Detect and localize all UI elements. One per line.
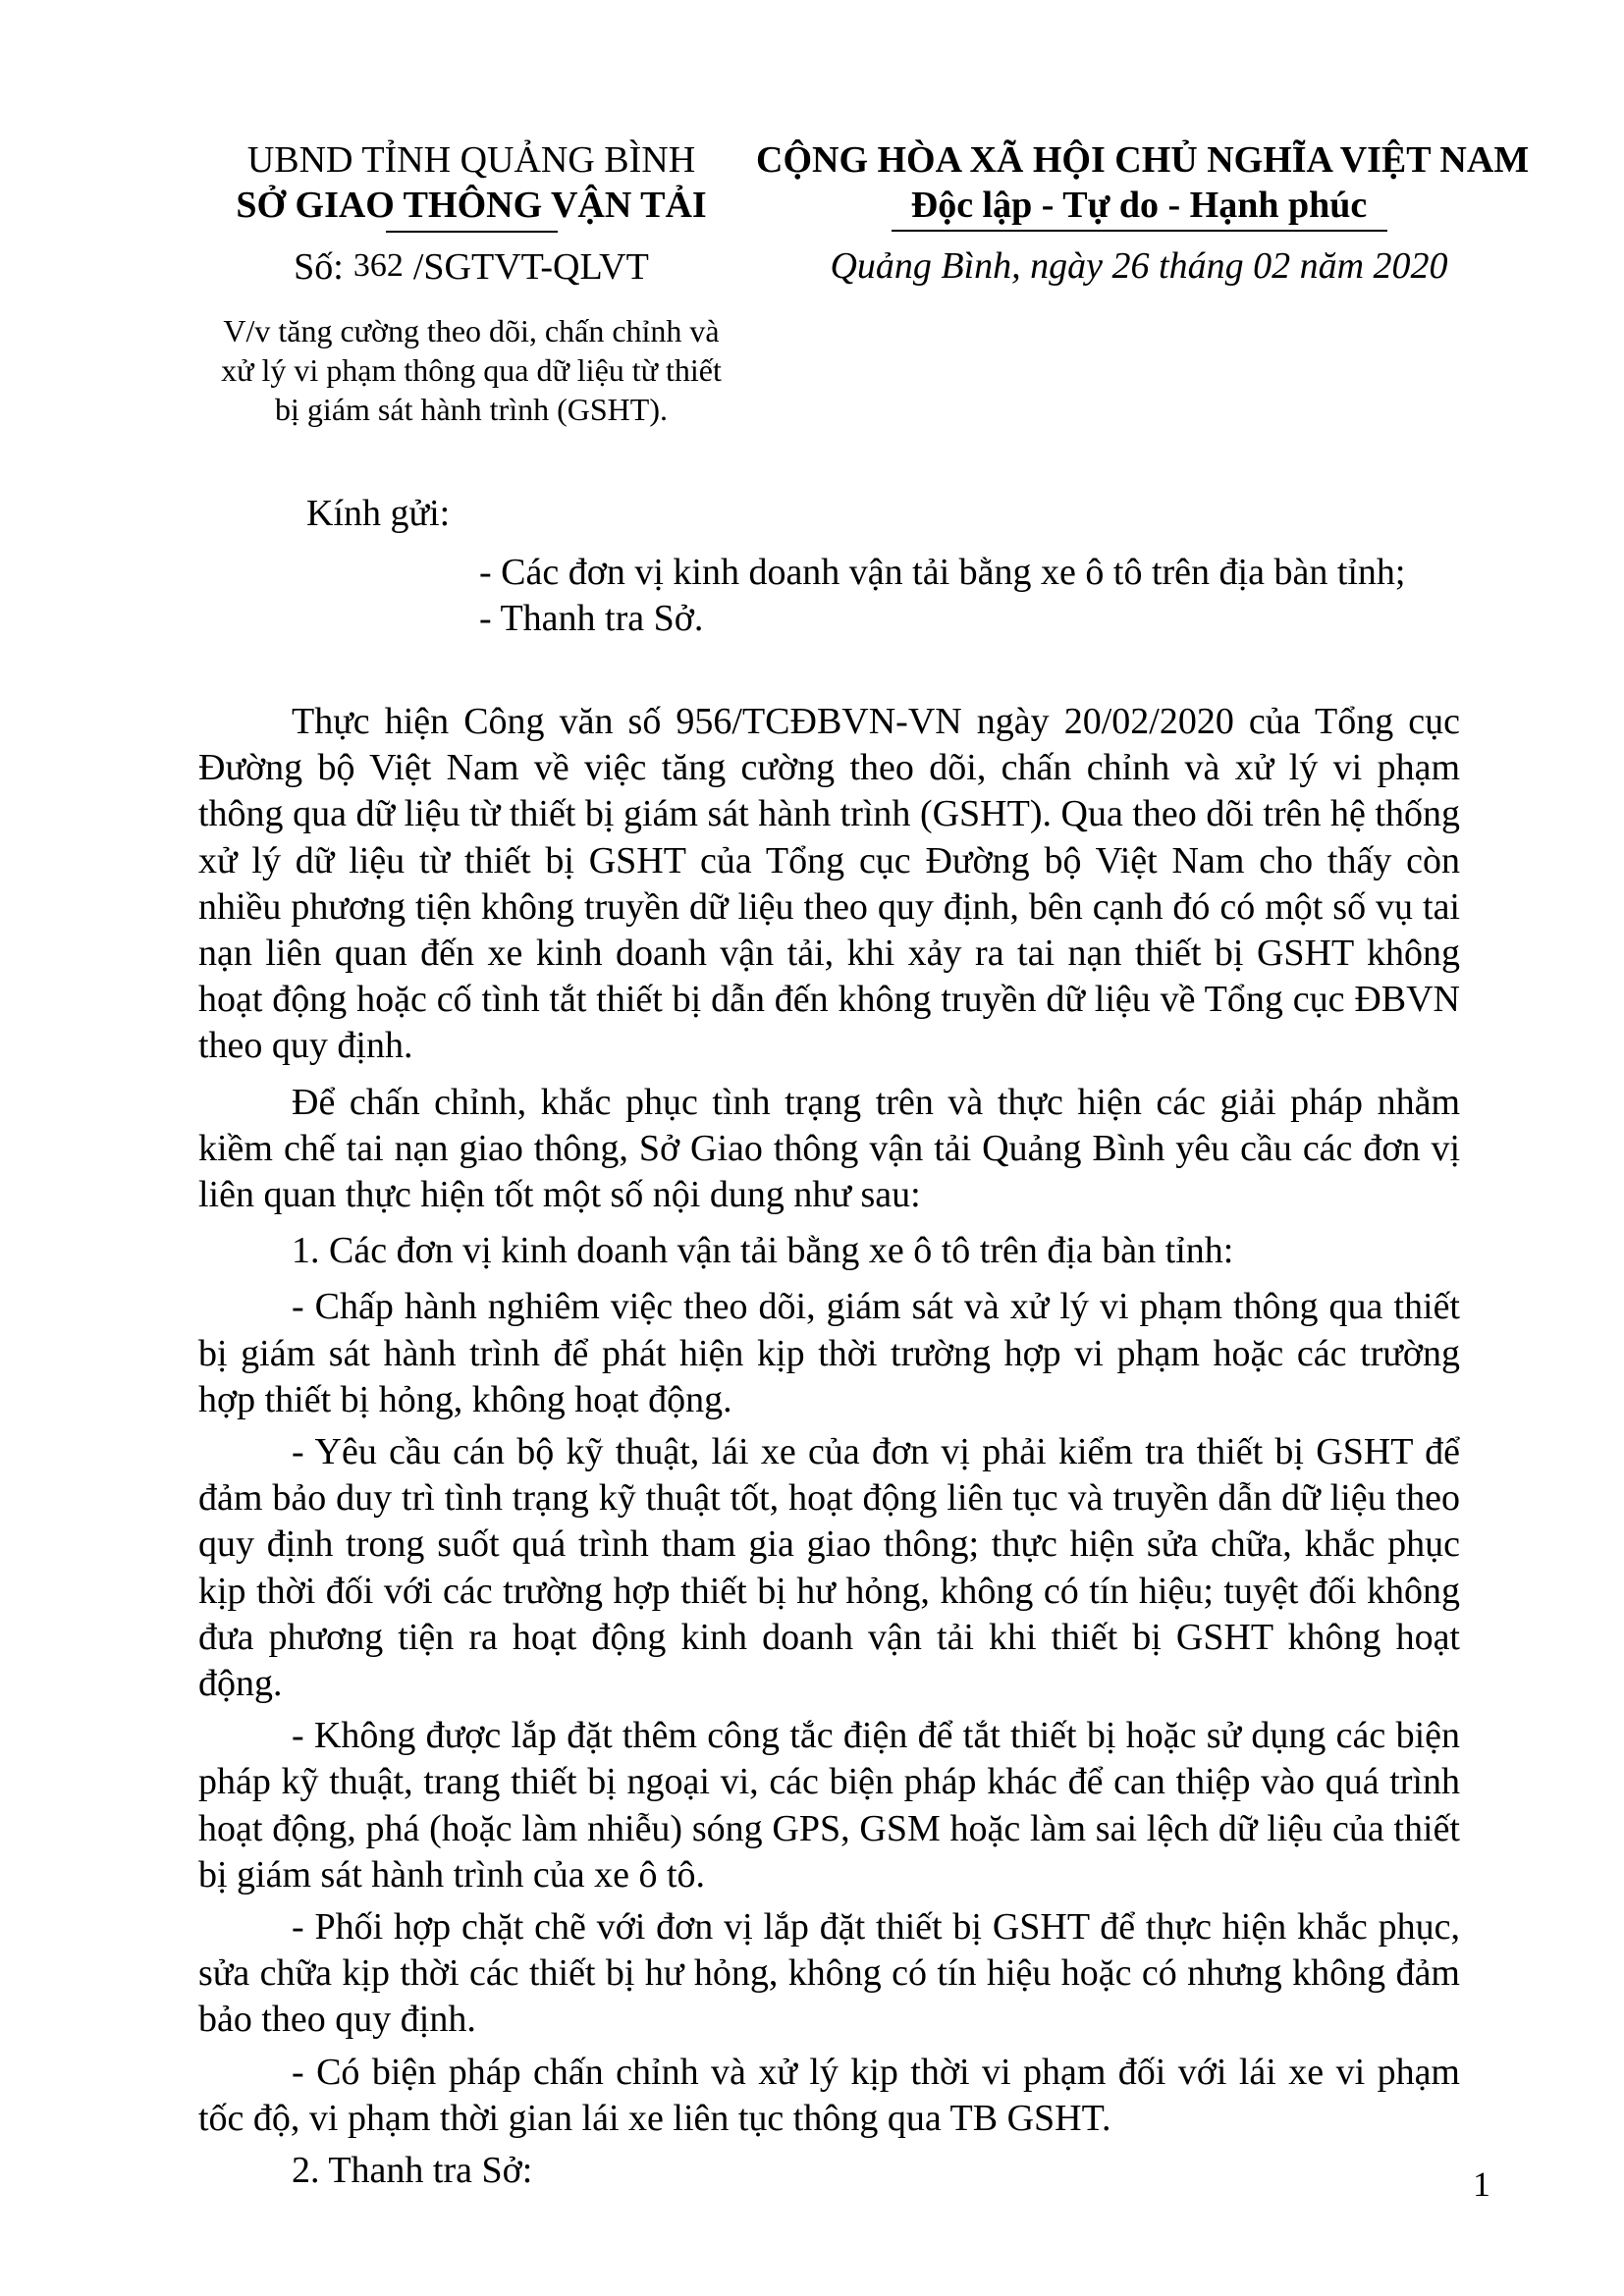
document-number-label: Số: (294, 246, 344, 288)
body-paragraph: Để chấn chỉnh, khắc phục tình trạng trên và thực hiện các giải pháp nhằm kiềm chế tai nạn giao thông, Sở Giao thông vận tải Quảng Bình yêu cầu các đơn vị liên quan thực hiện tốt một số nội dung như sau: (198, 1081, 1460, 1216)
place-date: Quảng Bình, ngày 26 tháng 02 năm 2020 (830, 245, 1448, 287)
subject-line: xử lý vi phạm thông qua dữ liệu từ thiết (221, 352, 722, 388)
country-name: CỘNG HÒA XÃ HỘI CHỦ NGHĨA VIỆT NAM (756, 139, 1530, 181)
issuer-org: SỞ GIAO THÔNG VẬN TẢI (236, 185, 707, 226)
section-heading: 1. Các đơn vị kinh doanh vận tải bằng xe ô tô trên địa bàn tỉnh: (292, 1230, 1234, 1272)
body-paragraph: - Có biện pháp chấn chỉnh và xử lý kịp thời vi phạm đối với lái xe vi phạm tốc độ, vi phạm thời gian lái xe liên tục thông qua TB GSHT. (198, 2051, 1460, 2139)
body-paragraph: - Yêu cầu cán bộ kỹ thuật, lái xe của đơn vị phải kiểm tra thiết bị GSHT để đảm bảo duy trì tình trạng kỹ thuật tốt, hoạt động liên tục và truyền dẫn dữ liệu theo quy định trong suốt quá trình tham gia giao thông; thực hiện sửa chữa, khắc phục kịp thời đối với các trường hợp thiết bị hư hỏng, không có tín hiệu; tuyệt đối không đưa phương tiện ra hoạt động kinh doanh vận tải khi thiết bị GSHT không hoạt động. (198, 1431, 1460, 1705)
issuer-block (187, 137, 756, 429)
document-number-value: 362 (352, 247, 404, 284)
page-number: 1 (1473, 2164, 1490, 2204)
body-paragraph: - Phối hợp chặt chẽ với đơn vị lắp đặt thiết bị GSHT để thực hiện khắc phục, sửa chữa kịp thời các thiết bị hư hỏng, không có tín hiệu hoặc có nhưng không đảm bảo theo quy định. (198, 1906, 1460, 2041)
subject-line: V/v tăng cường theo dõi, chấn chỉnh và (223, 313, 720, 348)
body-paragraph: Thực hiện Công văn số 956/TCĐBVN-VN ngày 20/02/2020 của Tổng cục Đường bộ Việt Nam về việc tăng cường theo dõi, chấn chỉnh và xử lý vi phạm thông qua dữ liệu từ thiết bị giám sát hành trình (GSHT). Qua theo dõi trên hệ thống xử lý dữ liệu từ thiết bị GSHT của Tổng cục Đường bộ Việt Nam cho thấy còn nhiều phương tiện không truyền dữ liệu theo quy định, bên cạnh đó có một số vụ tai nạn liên quan đến xe kinh doanh vận tải, khi xảy ra tai nạn thiết bị GSHT không hoạt động hoặc cố tình tắt thiết bị dẫn đến không truyền dữ liệu về Tổng cục ĐBVN theo quy định. (198, 701, 1460, 1067)
subject-line: bị giám sát hành trình (GSHT). (275, 392, 668, 427)
recipient-item: - Các đơn vị kinh doanh vận tải bằng xe ô tô trên địa bàn tỉnh; (479, 552, 1406, 593)
document-number-suffix: /SGTVT-QLVT (412, 246, 649, 288)
issuer-underline (386, 231, 558, 233)
issuer-parent-org: UBND TỈNH QUẢNG BÌNH (246, 139, 696, 181)
national-motto: Độc lập - Tự do - Hạnh phúc (910, 185, 1368, 226)
national-header (756, 137, 1530, 289)
document-number (187, 244, 756, 292)
greeting: Kính gửi: (306, 493, 451, 534)
recipient-item: - Thanh tra Sở. (479, 598, 704, 639)
body-paragraph: - Không được lắp đặt thêm công tắc điện để tắt thiết bị hoặc sử dụng các biện pháp kỹ thuật, trang thiết bị ngoại vi, các biện pháp khác để can thiệp vào quá trình hoạt động, phá (hoặc làm nhiễu) sóng GPS, GSM hoặc làm sai lệch dữ liệu của thiết bị giám sát hành trình của xe ô tô. (198, 1715, 1460, 1896)
section-heading: 2. Thanh tra Sở: (292, 2150, 533, 2192)
subject-summary (187, 311, 756, 429)
body-paragraph: - Chấp hành nghiêm việc theo dõi, giám sát và xử lý vi phạm thông qua thiết bị giám sát hành trình để phát hiện kịp thời trường hợp vi phạm hoặc các trường hợp thiết bị hỏng, không hoạt động. (198, 1286, 1460, 1420)
motto-underline (892, 230, 1387, 232)
document-body (198, 699, 1460, 2194)
